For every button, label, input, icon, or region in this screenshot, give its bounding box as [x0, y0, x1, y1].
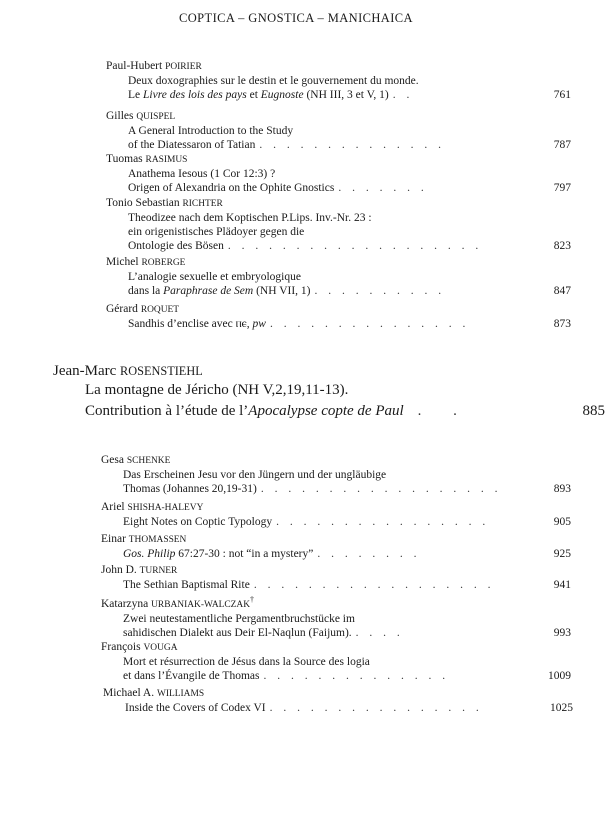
- title-last-line: Origen of Alexandria on the Ophite Gnostics . . . . . . . 797: [128, 182, 571, 195]
- leader-dots: . . . . . . . . . . . . . . . .: [269, 702, 483, 714]
- author: Gilles QUISPEL: [106, 110, 176, 122]
- author: Tonio Sebastian RICHTER: [106, 197, 223, 209]
- author: Gesa SCHENKE: [101, 454, 171, 466]
- title-last-line: Contribution à l’étude de l’Apocalypse copte de Paul . . 885: [53, 401, 605, 422]
- title-last-line: Thomas (Johannes 20,19-31) . . . . . . . . . . . . . . . . . . 893: [123, 483, 571, 496]
- author: Einar THOMASSEN: [101, 533, 187, 545]
- page-number: 797: [553, 182, 571, 195]
- author: François VOUGA: [101, 641, 178, 653]
- title-last-line: et dans l’Évangile de Thomas . . . . . . . . . . . . . . 1009: [123, 670, 571, 683]
- toc-entry-richter: [106, 196, 571, 254]
- title-last-line: The Sethian Baptismal Rite . . . . . . . . . . . . . . . . . . 941: [123, 579, 571, 591]
- author: Ariel SHISHA-HALEVY: [101, 501, 204, 513]
- leader-dots: . . . . . . . . . . . . . . . .: [276, 516, 490, 528]
- title-line: ein origenistisches Plädoyer gegen die: [128, 226, 305, 239]
- toc-entry-poirier: [106, 59, 571, 102]
- running-header: COPTICA – GNOSTICA – MANICHAICA: [179, 11, 413, 25]
- page-number: 1009: [548, 670, 571, 683]
- page-number: 847: [553, 285, 571, 298]
- leader-dots: . . . . . . . . . . . . . . . . . .: [253, 579, 495, 591]
- title-line: La montagne de Jéricho (NH V,2,19,11-13).: [85, 382, 349, 398]
- leader-dots: . .: [392, 89, 414, 102]
- toc-entry-rosenstiehl: [53, 362, 605, 422]
- toc-entry-thomassen: [101, 532, 571, 561]
- page-number: 787: [553, 139, 571, 152]
- toc-entry-turner: [101, 563, 571, 592]
- title-last-line: of the Diatessaron of Tatian . . . . . . . . . . . . . . 787: [128, 139, 571, 152]
- author: Jean-Marc ROSENSTIEHL: [53, 363, 203, 379]
- author: Paul-Hubert POIRIER: [106, 60, 202, 72]
- page-number: 761: [553, 89, 571, 102]
- toc-entry-quispel: [106, 109, 571, 152]
- toc-entry-schenke: [101, 453, 571, 496]
- author: Katarzyna URBANIAK-WALCZAK†: [101, 595, 255, 610]
- leader-dots: . . . . . . .: [338, 182, 428, 195]
- title-line: A General Introduction to the Study: [128, 125, 294, 137]
- title-last-line: Ontologie des Bösen . . . . . . . . . . . . . . . . . . . 823: [128, 240, 571, 253]
- title-last-line: Gos. Philip 67:27-30 : not “in a mystery” . . . . . . . . 925: [123, 548, 571, 560]
- leader-dots: . . . . . . . . . . . . . . .: [269, 318, 470, 330]
- toc-entry-urbaniak-walczak: [101, 593, 571, 640]
- title-last-line: Le Livre des lois des pays et Eugnoste (NH III, 3 et V, 1) . . 761: [128, 89, 571, 102]
- page-number: 925: [553, 548, 571, 560]
- title-line: Deux doxographies sur le destin et le gouvernement du monde.: [128, 75, 419, 87]
- title-line: Theodizee nach dem Koptischen P.Lips. Inv.-Nr. 23 :: [128, 212, 372, 224]
- toc-entry-williams: [103, 686, 573, 715]
- author: Michel ROBERGE: [106, 256, 186, 268]
- page-number: 905: [553, 516, 571, 528]
- page-number: 885: [582, 403, 605, 419]
- title-line: Zwei neutestamentliche Pergamentbruchstücke im: [123, 612, 355, 625]
- toc-entry-roberge: [106, 255, 571, 298]
- author: Tuomas RASIMUS: [106, 153, 188, 165]
- title-last-line: Sandhis d’enclise avec ⲡⲉ, pw . . . . . . . . . . . . . . . 873: [128, 318, 571, 330]
- leader-dots: . . . . . . . . . . . . . . . . . .: [260, 483, 502, 496]
- author: Gérard ROQUET: [106, 303, 180, 315]
- title-last-line: sahidischen Dialekt aus Deir El-Naqlun (Faijum). . . . . 993: [123, 627, 571, 640]
- leader-dots: . . . .: [355, 627, 404, 640]
- leader-dots: . . . . . . . . . .: [314, 285, 446, 298]
- page-number: 893: [553, 483, 571, 496]
- title-line: Anathema Iesous (1 Cor 12:3) ?: [128, 168, 276, 180]
- title-line: Mort et résurrection de Jésus dans la Source des logia: [123, 656, 370, 668]
- leader-dots: . . . . . . . .: [317, 548, 421, 560]
- title-line: Das Erscheinen Jesu vor den Jüngern und der ungläubige: [123, 469, 387, 481]
- author: Michael A. WILLIAMS: [103, 687, 205, 699]
- page-number: 993: [553, 627, 571, 640]
- author: John D. TURNER: [101, 564, 178, 576]
- toc-entry-vouga: [101, 640, 571, 683]
- page-number: 1025: [550, 702, 573, 714]
- toc-entry-rasimus: [106, 152, 571, 195]
- leader-dots: . . . . . . . . . . . . . . . . . . .: [227, 240, 483, 253]
- page-number: 823: [553, 240, 571, 253]
- toc-entry-shisha-halevy: [101, 500, 571, 529]
- page-number: 873: [553, 318, 571, 330]
- toc-entry-roquet: [106, 302, 571, 331]
- leader-dots: . . . . . . . . . . . . . .: [263, 670, 450, 683]
- title-last-line: Inside the Covers of Codex VI . . . . . . . . . . . . . . . . 1025: [125, 702, 573, 714]
- title-last-line: dans la Paraphrase de Sem (NH VII, 1) . . . . . . . . . . 847: [128, 285, 571, 298]
- title-last-line: Eight Notes on Coptic Typology . . . . . . . . . . . . . . . . 905: [123, 516, 571, 528]
- page-number: 941: [553, 579, 571, 591]
- leader-dots: . . . . . . . . . . . . . .: [259, 139, 445, 152]
- title-line: L’analogie sexuelle et embryologique: [128, 271, 301, 283]
- leader-dots: . .: [417, 403, 471, 419]
